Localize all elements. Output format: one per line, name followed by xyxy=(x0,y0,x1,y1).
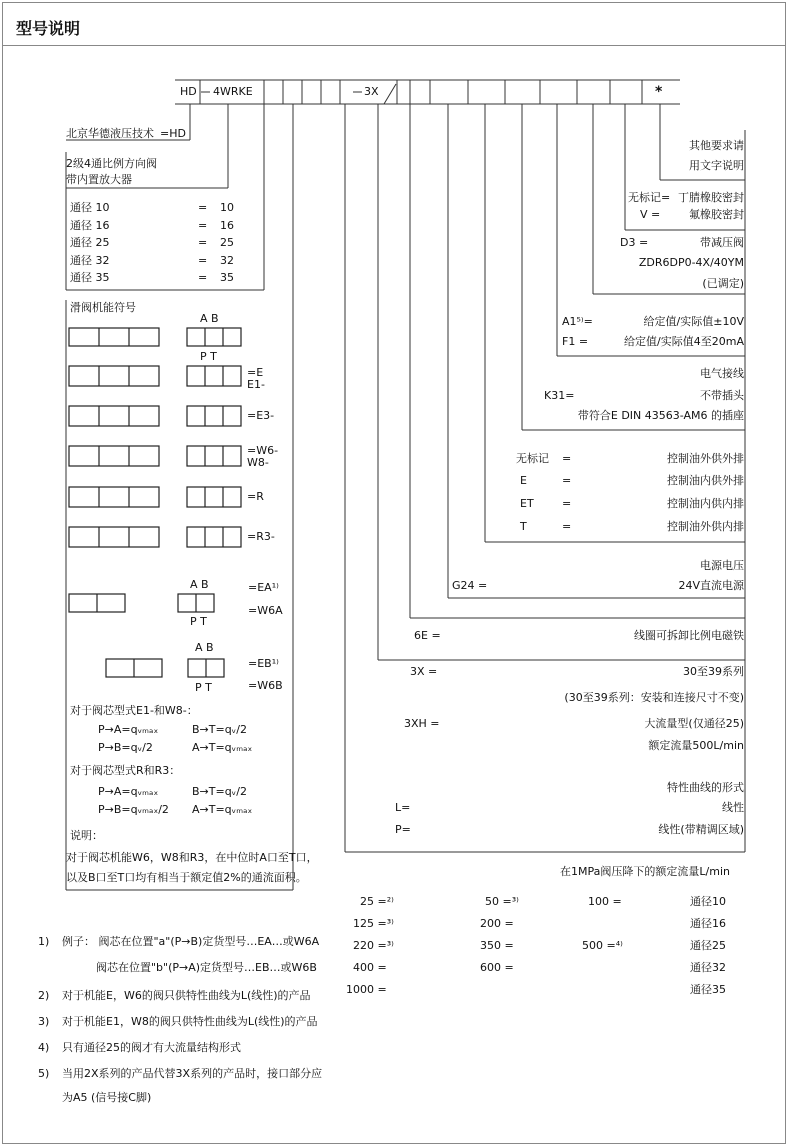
spool-code-r3: =R3- xyxy=(247,530,275,543)
flow-cell: 600 = xyxy=(480,961,514,974)
a1-value: 给定值/实际值±10V xyxy=(643,315,744,328)
flow-size: 通径10 xyxy=(690,895,726,908)
curve-l-value: 线性 xyxy=(722,801,744,814)
size-label: 通径 16 xyxy=(70,219,110,232)
d3-value: 带减压阀 xyxy=(700,236,744,249)
oil-value: 控制油内供外排 xyxy=(667,474,744,487)
size-eq: = xyxy=(198,271,208,284)
flow-cell: 200 = xyxy=(480,917,514,930)
6e-key: 6E = xyxy=(414,629,441,642)
flow-cell: 350 = xyxy=(480,939,514,952)
size-label: 通径 10 xyxy=(70,201,110,214)
page-title: 型号说明 xyxy=(16,19,81,38)
note1-title: 对于阀芯型式E1-和W8-： xyxy=(70,704,198,717)
oil-eq: = xyxy=(562,497,572,510)
flow-cell: 125 =³⁾ xyxy=(353,917,394,930)
flow-cell: 100 = xyxy=(588,895,622,908)
f1-key: F1 = xyxy=(562,335,589,348)
port-ab-label: A B xyxy=(195,641,214,654)
3xh-key: 3XH = xyxy=(404,717,440,730)
note2-r1: B→T=qᵥ/2 xyxy=(192,785,247,798)
maker-code: =HD xyxy=(160,127,186,140)
size-label: 通径 35 xyxy=(70,271,110,284)
note1-l1: P→A=qᵥₘₐₓ xyxy=(98,723,159,736)
electrical-title: 电气接线 xyxy=(700,367,744,380)
size-eq: = xyxy=(198,254,208,267)
spool-code-w6b: =W6B xyxy=(248,679,283,692)
size-eq: = xyxy=(198,201,208,214)
size-value: 16 xyxy=(220,219,234,232)
spool-code-eb: =EB¹⁾ xyxy=(248,657,279,670)
flow-cell: 25 =²⁾ xyxy=(360,895,394,908)
explanation-line-1: 对于阀芯机能W6，W8和R3，在中位时A口至T口， xyxy=(66,851,318,864)
footnote-text: 阀芯在位置"b"(P→A)定货型号…EB…或W6B xyxy=(96,961,317,974)
footnote-number: 3) xyxy=(38,1015,50,1028)
seal-nbr-key: 无标记= xyxy=(628,191,671,204)
footnote-number: 1) xyxy=(38,935,50,948)
k31-value-2: 带符合E DIN 43563-AM6 的插座 xyxy=(577,409,744,422)
flow-cell: 50 =³⁾ xyxy=(485,895,519,908)
other-req-1: 其他要求请 xyxy=(689,139,744,152)
k31-key: K31= xyxy=(544,389,575,402)
valve-desc-2: 带内置放大器 xyxy=(66,173,132,186)
footnote-text: 对于机能E1，W8的阀只供特性曲线为L(线性)的产品 xyxy=(62,1015,318,1028)
oil-value: 控制油外供内排 xyxy=(667,520,744,533)
note2-l1: P→A=qᵥₘₐₓ xyxy=(98,785,159,798)
g24-value: 24V直流电源 xyxy=(678,579,744,592)
flow-cell: 400 = xyxy=(353,961,387,974)
seal-fkm-value: 氟橡胶密封 xyxy=(689,208,744,221)
footnote-text: 当用2X系列的产品代替3X系列的产品时，接口部分应 xyxy=(62,1067,323,1080)
d3-model: ZDR6DP0-4X/40YM xyxy=(638,256,744,269)
flow-cell: 500 =⁴⁾ xyxy=(582,939,623,952)
flow-cell: 220 =³⁾ xyxy=(353,939,394,952)
size-eq: = xyxy=(198,236,208,249)
oil-key: ET xyxy=(520,497,534,510)
6e-value: 线圈可拆卸比例电磁铁 xyxy=(634,629,744,642)
voltage-title: 电源电压 xyxy=(700,559,744,572)
oil-eq: = xyxy=(562,520,572,533)
note1-l2: P→B=qᵥ/2 xyxy=(98,741,153,754)
spool-symbol-title: 滑阀机能符号 xyxy=(70,301,136,314)
flow-size: 通径25 xyxy=(690,939,726,952)
seal-nbr-value: 丁腈橡胶密封 xyxy=(678,191,744,204)
oil-key: E xyxy=(520,474,527,487)
size-value: 10 xyxy=(220,201,234,214)
port-ab-label: A B xyxy=(190,578,209,591)
d3-key: D3 = xyxy=(620,236,649,249)
flow-size: 通径16 xyxy=(690,917,726,930)
note1-r1: B→T=qᵥ/2 xyxy=(192,723,247,736)
valve-desc-1: 2级4通比例方向阀 xyxy=(66,157,157,170)
oil-eq: = xyxy=(562,474,572,487)
curve-l-key: L= xyxy=(395,801,411,814)
footnote-text: 例子： 阀芯在位置"a"(P→B)定货型号…EA…或W6A xyxy=(62,935,320,948)
size-value: 35 xyxy=(220,271,234,284)
3xh-value-2: 额定流量500L/min xyxy=(648,739,744,752)
port-ab-label: A B xyxy=(200,312,219,325)
footnote-text: 对于机能E，W6的阀只供特性曲线为L(线性)的产品 xyxy=(62,989,311,1002)
code-hd: HD xyxy=(180,85,197,98)
3x-value: 30至39系列 xyxy=(683,665,744,678)
code-option-star: * xyxy=(655,84,663,100)
size-value: 32 xyxy=(220,254,234,267)
other-req-2: 用文字说明 xyxy=(689,159,744,172)
port-pt-label: P T xyxy=(200,350,217,363)
curve-p-key: P= xyxy=(395,823,411,836)
spool-code-w6a: =W6A xyxy=(248,604,283,617)
g24-key: G24 = xyxy=(452,579,488,592)
size-eq: = xyxy=(198,219,208,232)
flow-cell: 1000 = xyxy=(346,983,387,996)
note2-r2: A→T=qᵥₘₐₓ xyxy=(192,803,253,816)
size-label: 通径 25 xyxy=(70,236,110,249)
note2-l2: P→B=qᵥₘₐₓ/2 xyxy=(98,803,169,816)
d3-note: (已调定) xyxy=(702,277,744,290)
port-pt-label: P T xyxy=(190,615,207,628)
note2-title: 对于阀芯型式R和R3： xyxy=(70,764,181,777)
size-label: 通径 32 xyxy=(70,254,110,267)
oil-value: 控制油内供内排 xyxy=(667,497,744,510)
flow-title: 在1MPa阀压降下的额定流量L/min xyxy=(560,865,730,878)
footnote-text: 为A5 (信号接C脚) xyxy=(62,1091,152,1104)
oil-key: 无标记 xyxy=(516,452,549,465)
size-value: 25 xyxy=(220,236,234,249)
code-model: 4WRKE xyxy=(213,85,253,98)
port-pt-label: P T xyxy=(195,681,212,694)
seal-fkm-key: V = xyxy=(640,208,661,221)
spool-code-ea: =EA¹⁾ xyxy=(248,581,279,594)
note1-r2: A→T=qᵥₘₐₓ xyxy=(192,741,253,754)
f1-value: 给定值/实际值4至20mA xyxy=(624,335,744,348)
footnote-number: 5) xyxy=(38,1067,50,1080)
explanation-title: 说明： xyxy=(70,829,103,842)
curve-title: 特性曲线的形式 xyxy=(667,781,744,794)
spool-code-e: =E E1- xyxy=(247,366,265,391)
a1-key: A1⁵⁾= xyxy=(562,315,593,328)
curve-p-value: 线性(带精调区域) xyxy=(658,823,744,836)
flow-size: 通径32 xyxy=(690,961,726,974)
code-series: 3X xyxy=(364,85,379,98)
spool-code-w6: =W6- W8- xyxy=(247,444,279,469)
maker-label: 北京华德液压技术 xyxy=(66,127,154,140)
3xh-value: 大流量型(仅通径25) xyxy=(644,717,744,730)
k31-value: 不带插头 xyxy=(700,389,744,402)
footnote-number: 2) xyxy=(38,989,50,1002)
spool-code-r: =R xyxy=(247,490,264,503)
footnote-text: 只有通径25的阀才有大流量结构形式 xyxy=(62,1041,241,1054)
oil-value: 控制油外供外排 xyxy=(667,452,744,465)
footnote-number: 4) xyxy=(38,1041,50,1054)
spool-code-e3: =E3- xyxy=(247,409,275,422)
3x-note: (30至39系列：安装和连接尺寸不变) xyxy=(564,691,744,704)
explanation-line-2: 以及B口至T口均有相当于额定值2%的通流面积。 xyxy=(66,871,307,884)
flow-size: 通径35 xyxy=(690,983,726,996)
oil-key: T xyxy=(520,520,527,533)
oil-eq: = xyxy=(562,452,572,465)
3x-key: 3X = xyxy=(410,665,438,678)
